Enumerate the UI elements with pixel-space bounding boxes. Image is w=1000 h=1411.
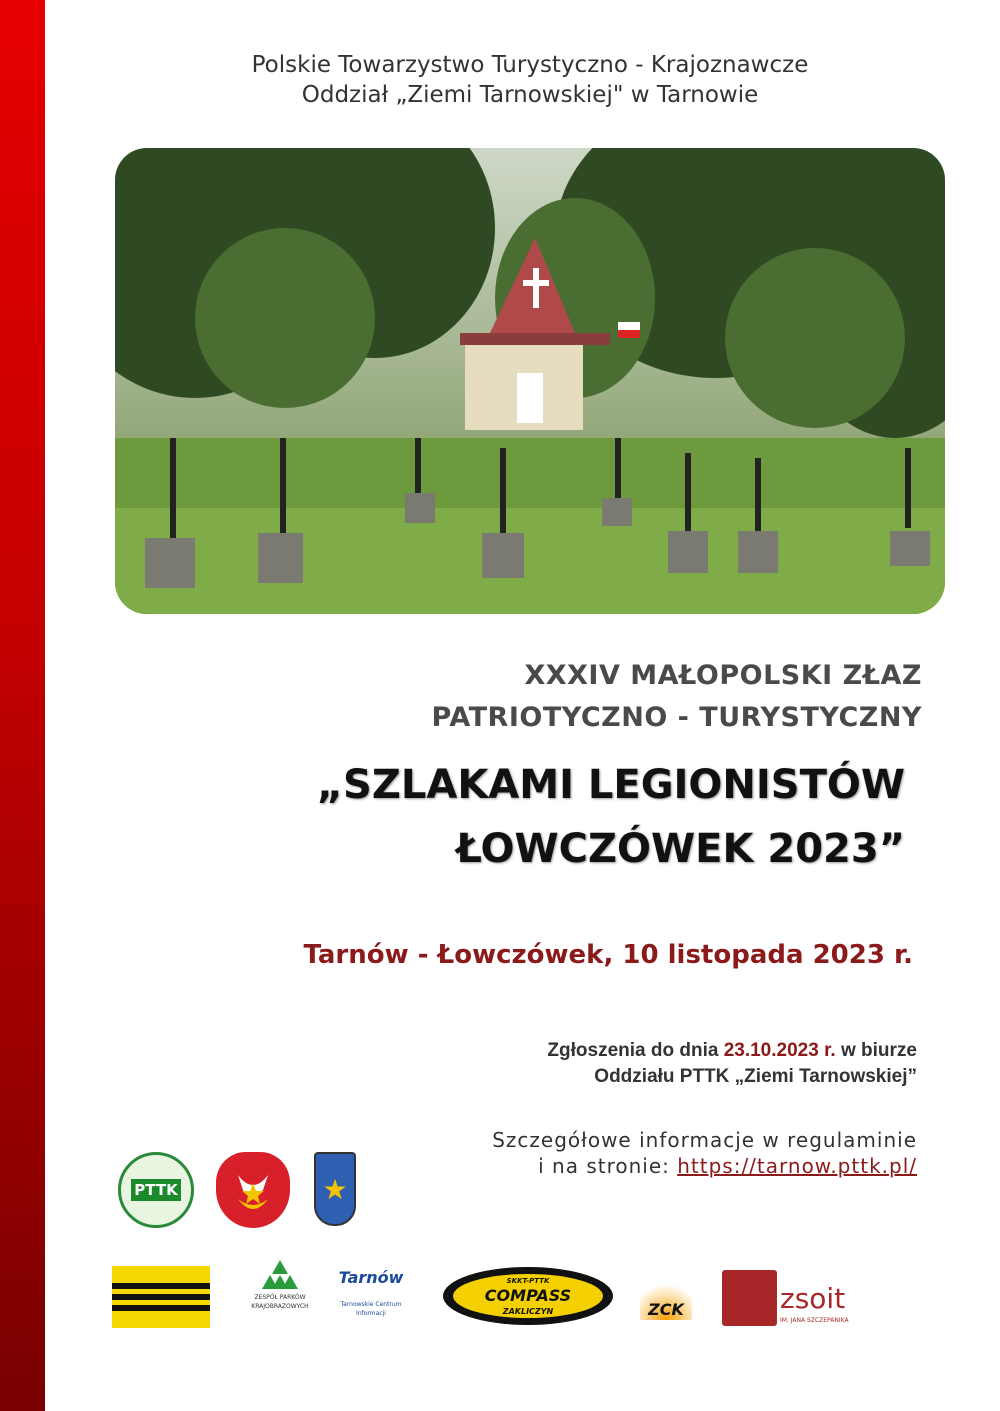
event-subtitle-1: XXXIV MAŁOPOLSKI ZŁAZ xyxy=(524,660,922,691)
details-text: Szczegółowe informacje w regulaminie xyxy=(492,1128,917,1152)
details-info xyxy=(492,1127,917,1179)
event-date-location: Tarnów - Łowczówek, 10 listopada 2023 r. xyxy=(303,940,913,970)
organization-name: Polskie Towarzystwo Turystyczno - Krajoznawcze xyxy=(251,52,809,78)
zck-logo xyxy=(640,1280,692,1320)
cemetery-photo xyxy=(115,148,945,614)
pttk-logo xyxy=(118,1152,194,1228)
registration-prefix: Zgłoszenia do dnia xyxy=(547,1040,719,1061)
compass-logo xyxy=(443,1267,613,1325)
registration-suffix: w biurze xyxy=(840,1040,917,1061)
zsoit-hands-logo xyxy=(722,1270,777,1326)
registration-office: Oddziału PTTK „Ziemi Tarnowskiej” xyxy=(594,1066,917,1087)
event-title-2: ŁOWCZÓWEK 2023” xyxy=(456,826,905,872)
pttk-logo-text: PTTK xyxy=(131,1179,180,1201)
zsoit-logo xyxy=(780,1282,849,1325)
star-icon: ★ xyxy=(322,1172,348,1206)
event-title-1: „SZLAKAMI LEGIONISTÓW xyxy=(316,762,905,808)
district-flag-logo xyxy=(112,1266,210,1328)
compass-top-text: SKKT-PTTK xyxy=(506,1277,550,1285)
tci-logo xyxy=(328,1268,414,1318)
zpk-text-1: ZESPÓŁ PARKÓW xyxy=(254,1294,306,1301)
registration-info xyxy=(547,1038,917,1090)
event-subtitle-2: PATRIOTYCZNO - TURYSTYCZNY xyxy=(431,702,922,733)
compass-text: COMPASS xyxy=(484,1286,572,1305)
organization-branch: Oddział „Ziemi Tarnowskiej" w Tarnowie xyxy=(301,82,759,108)
zsoit-subtext: IM. JANA SZCZEPANIKA xyxy=(780,1317,849,1324)
tarnow-coat-of-arms xyxy=(314,1152,356,1226)
registration-deadline: 23.10.2023 r. xyxy=(723,1040,836,1061)
zck-text: ZCK xyxy=(648,1300,684,1319)
zsoit-text: zsoit xyxy=(780,1282,846,1315)
tci-logo-title: Tarnów xyxy=(338,1268,404,1287)
zpk-logo xyxy=(250,1260,310,1311)
malopolska-coat-of-arms xyxy=(216,1152,290,1228)
tci-logo-text: Tarnowskie Centrum Informacji xyxy=(340,1301,402,1317)
red-side-bar xyxy=(0,0,45,1411)
details-prefix: i na stronie: xyxy=(538,1154,670,1178)
website-link[interactable]: https://tarnow.pttk.pl/ xyxy=(677,1154,917,1178)
zpk-text-2: KRAJOBRAZOWYCH xyxy=(251,1303,309,1310)
compass-bottom-text: ZAKLICZYN xyxy=(502,1307,554,1316)
